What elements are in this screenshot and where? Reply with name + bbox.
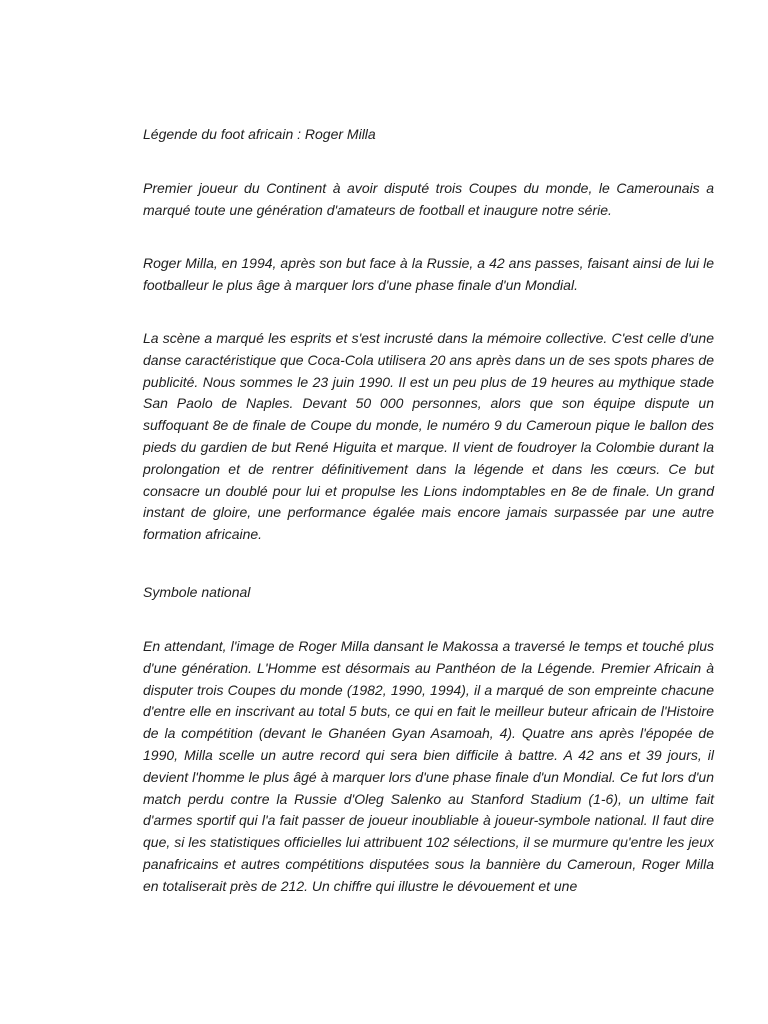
paragraph-national-symbol: En attendant, l'image de Roger Milla dansant le Makossa a traversé le temps et touché plus d'une génération. L'Homme est désormais au Panthéon de la Légende. Premier Africain à disputer trois Coupes du monde (1982, 1990, 1994), il a marqué de son empreinte chacune d'entre elle en inscrivant au total 5 buts, ce qui en fait le meilleur buteur africain de l'Histoire de la compétition (devant le Ghanéen Gyan Asamoah, 4). Quatre ans après l'épopée de 1990, Milla scelle un autre record qui sera bien difficile à battre. A 42 ans et 39 jours, il devient l'homme le plus âgé à marquer lors d'une phase finale d'un Mondial. Ce fut lors d'un match perdu contre la Russie d'Oleg Salenko au Stanford Stadium (1-6), un ultime fait d'armes sportif qui l'a fait passer de joueur inoubliable à joueur-symbole national. Il faut dire que, si les statistiques officielles lui attribuent 102 sélections, il se murmure qu'entre les jeux panafricains et autres compétitions disputées sous la bannière du Cameroun, Roger Milla en totaliserait près de 212. Un chiffre qui illustre le dévouement et une <box>143 638 714 894</box>
section-heading: Symbole national <box>143 584 251 600</box>
paragraph-intro: Premier joueur du Continent à avoir disputé trois Coupes du monde, le Camerounais a marqué toute une génération d'amateurs de football et inaugure notre série. <box>143 180 714 218</box>
document-title: Légende du foot africain : Roger Milla <box>143 126 376 142</box>
paragraph-record: Roger Milla, en 1994, après son but face à la Russie, a 42 ans passes, faisant ainsi de lui le footballeur le plus âge à marquer lors d'une phase finale d'un Mondial. <box>143 255 714 293</box>
paragraph-1990-goal: La scène a marqué les esprits et s'est incrusté dans la mémoire collective. C'est celle d'une danse caractéristique que Coca-Cola utilisera 20 ans après dans un de ses spots phares de publicité. Nous sommes le 23 juin 1990. Il est un peu plus de 19 heures au mythique stade San Paolo de Naples. Devant 50 000 personnes, alors que son équipe dispute un suffoquant 8e de finale de Coupe du monde, le numéro 9 du Cameroun pique le ballon des pieds du gardien de but René Higuita et marque. Il vient de foudroyer la Colombie durant la prolongation et de rentrer définitivement dans la légende et dans les cœurs. Ce but consacre un doublé pour lui et propulse les Lions indomptables en 8e de finale. Un grand instant de gloire, une performance égalée mais encore jamais surpassée par une autre formation africaine. <box>143 330 714 543</box>
